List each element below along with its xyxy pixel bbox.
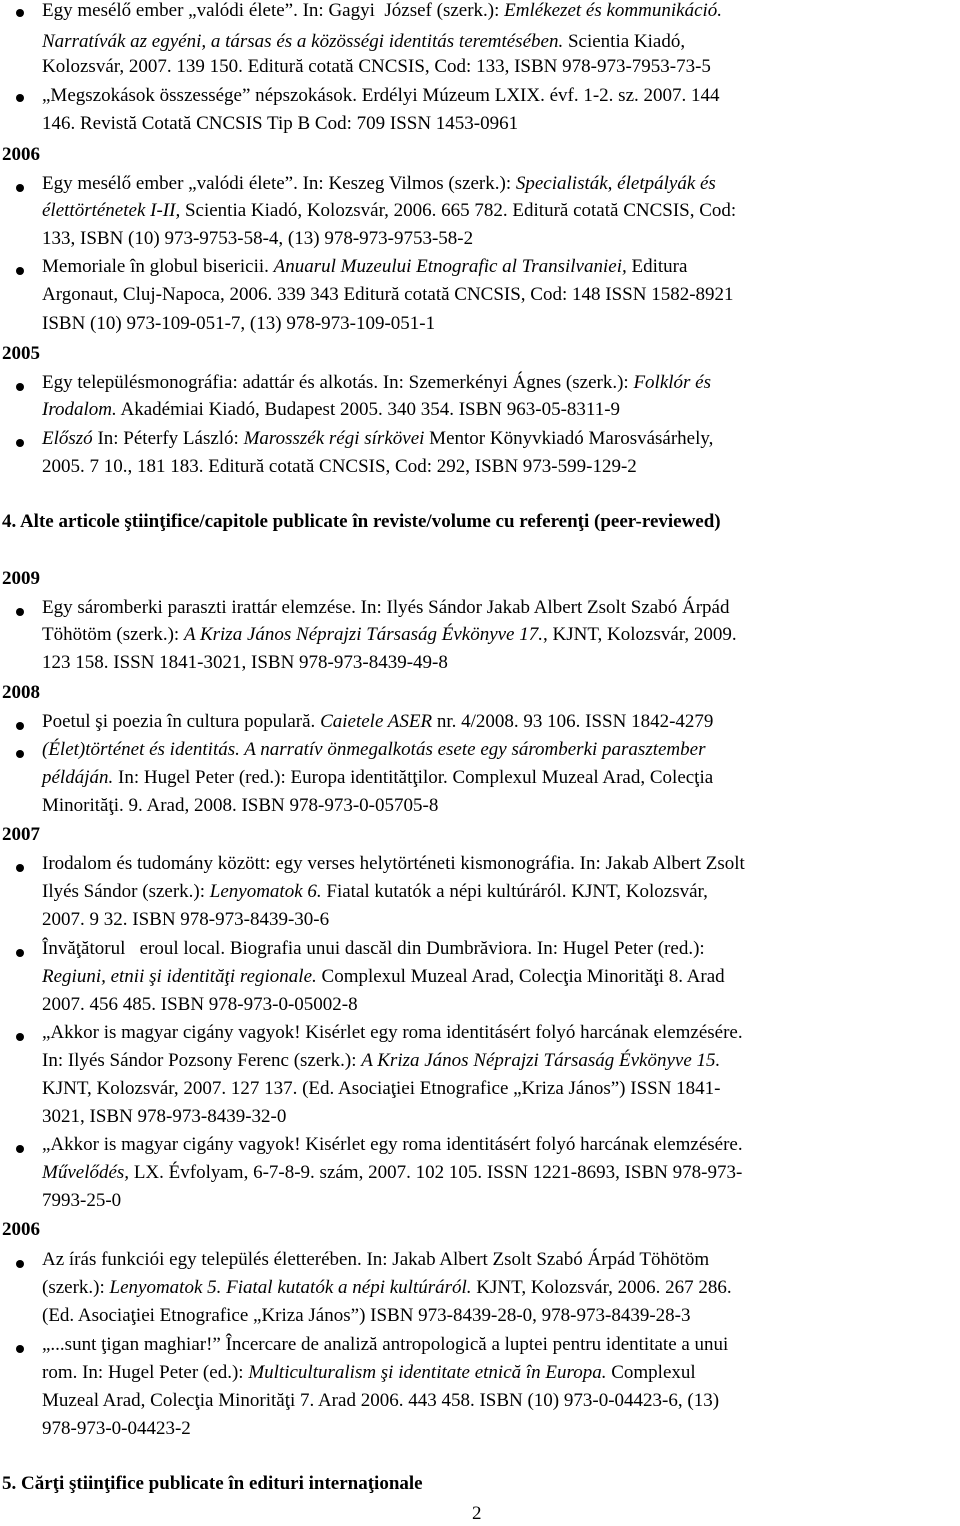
bullet-icon [16, 722, 24, 730]
text-line [42, 739, 705, 761]
text-line [42, 399, 620, 421]
text-run: 2005. 7 10., 181 183. Editură cotată CNCSIS, Cod: 292, ISBN 973-599-129-2 [42, 456, 637, 477]
italic-text: (Élet)történet és identitás. A narratív önmegalkotás esete egy sáromberki parasztember [42, 739, 706, 760]
text-run: In: Hugel Peter (red.): Europa identitătţilor. Complexul Muzeal Arad, Colecţia [113, 767, 714, 788]
text-line [42, 909, 329, 931]
text-line [42, 966, 725, 988]
text-run: 2007 [2, 824, 40, 845]
text-line [42, 1162, 742, 1184]
text-run: 133, ISBN (10) 973-9753-58-4, (13) 978-973-9753-58-2 [42, 228, 474, 249]
text-run: „Akkor is magyar cigány vagyok! Kisérlet egy roma identitásért folyó harcának elemzésére. [42, 1134, 743, 1155]
text-run: In: Péterfy László: [92, 428, 244, 449]
text-run: Complexul [606, 1362, 696, 1383]
text-run: Kolozsvár, 2007. 139 150. Editură cotată CNCSIS, Cod: 133, ISBN 978-973-7953-73-5 [42, 56, 711, 77]
page-number [472, 1503, 482, 1525]
bullet-icon [16, 383, 24, 391]
text-run: Învăţătorul eroul local. Biografia unui dascăl din Dumbrăviora. In: Hugel Peter (red.): [42, 938, 705, 959]
text-line [42, 1362, 696, 1384]
italic-text: Művelődés, [42, 1162, 130, 1183]
text-line [42, 428, 713, 450]
text-line [42, 711, 713, 733]
bullet-icon [16, 864, 24, 872]
text-line [42, 1050, 720, 1072]
text-run: 2007. 456 485. ISBN 978-973-0-05002-8 [42, 994, 358, 1015]
italic-text: élettörténetek I-II, [42, 200, 181, 221]
bullet-icon [16, 750, 24, 758]
italic-text: Irodalom. [42, 399, 117, 420]
text-run: Editura [626, 256, 688, 277]
text-line [42, 1390, 719, 1412]
text-run: 2005 [2, 343, 40, 364]
italic-text: Caietele ASER [320, 711, 433, 732]
bullet-icon [16, 439, 24, 447]
text-run: (szerk.): [42, 1277, 110, 1298]
text-run: rom. In: Hugel Peter (ed.): [42, 1362, 249, 1383]
year-heading [2, 144, 40, 166]
text-run: 2008 [2, 682, 40, 703]
bullet-icon [16, 267, 24, 275]
text-run: , KJNT, Kolozsvár, 2009. [543, 624, 737, 645]
text-run: 2006 [2, 1219, 40, 1240]
text-run: Muzeal Arad, Colecţia Minorităţi 7. Arad 2006. 443 458. ISBN (10) 973-0-04423-6, (13) [42, 1390, 720, 1411]
text-run: Minorităţi. 9. Arad, 2008. ISBN 978-973-0-05705-8 [42, 795, 439, 816]
text-run: Egy sáromberki paraszti irattár elemzése. In: Ilyés Sándor Jakab Albert Zsolt Szabó Árpád [42, 597, 730, 618]
text-line [42, 1134, 743, 1156]
text-line [42, 795, 438, 817]
text-line [42, 624, 737, 646]
text-line [42, 1078, 721, 1100]
text-run: 2007. 9 32. ISBN 978-973-8439-30-6 [42, 909, 330, 930]
italic-text: A Kriza János Néprajzi Társaság Évkönyve 17. [183, 624, 543, 645]
text-run: Egy mesélő ember „valódi élete”. In: Keszeg Vilmos (szerk.): [42, 173, 516, 194]
italic-text: Folklór és [633, 372, 712, 393]
text-run: 2006 [2, 144, 40, 165]
year-heading [2, 343, 40, 365]
section-heading [2, 1473, 423, 1495]
italic-text: Emlékezet és kommunikáció. [504, 0, 723, 21]
text-run: nr. 4/2008. 93 106. ISSN 1842-4279 [432, 711, 714, 732]
text-run: 978-973-0-04423-2 [42, 1418, 191, 1439]
text-run: KJNT, Kolozsvár, 2007. 127 137. (Ed. Asociaţiei Etnografice „Kriza János”) ISSN 1841- [42, 1078, 721, 1099]
year-heading [2, 1219, 40, 1241]
text-run: „Megszokások összessége” népszokások. Erdélyi Múzeum LXIX. évf. 1-2. sz. 2007. 144 [42, 85, 720, 106]
text-line [42, 994, 358, 1016]
text-run: 2 [472, 1503, 482, 1524]
text-run: ISBN (10) 973-109-051-7, (13) 978-973-109-051-1 [42, 313, 436, 334]
bullet-icon [16, 1345, 24, 1353]
italic-text: Előszó [42, 428, 93, 449]
year-heading [2, 824, 40, 846]
section-heading [2, 511, 721, 533]
text-run: Irodalom és tudomány között: egy verses helytörténeti kismonográfia. In: Jakab Albert Zsolt [42, 853, 745, 874]
text-run: Scientia Kiadó, Kolozsvár, 2006. 665 782. Editură cotată CNCSIS, Cod: [180, 200, 737, 221]
text-run: Egy mesélő ember „valódi élete”. In: Gagyi József (szerk.): [42, 0, 505, 21]
italic-text: Regiuni, etnii şi identităţi regionale. [42, 966, 317, 987]
text-run: 5. Cărţi ştiinţifice publicate în edituri internaţionale [2, 1473, 423, 1494]
italic-text: példáján. [42, 767, 114, 788]
bullet-icon [16, 1033, 24, 1041]
bullet-icon [16, 184, 24, 192]
text-line [42, 0, 722, 22]
italic-text: Marosszék régi sírkövei [243, 428, 425, 449]
text-line [42, 313, 435, 335]
text-line [42, 1418, 191, 1440]
italic-text: Narratívák az egyéni, a társas és a közösségi identitás teremtésében. [42, 31, 564, 52]
text-line [42, 256, 687, 278]
text-line [42, 1277, 732, 1299]
text-line [42, 1305, 690, 1327]
text-run: „...sunt ţigan maghiar!” Încercare de analiză antropologică a luptei pentru identitate a unui [42, 1334, 729, 1355]
text-line [42, 228, 473, 250]
text-line [42, 652, 448, 674]
text-line [42, 1249, 709, 1271]
text-line [42, 56, 711, 78]
text-run: 146. Revistă Cotată CNCSIS Tip B Cod: 709 ISSN 1453-0961 [42, 113, 519, 134]
text-run: Scientia Kiadó, [563, 31, 686, 52]
italic-text: Lenyomatok 6. [209, 881, 322, 902]
text-line [42, 113, 518, 135]
text-line [42, 1190, 121, 1212]
text-run: „Akkor is magyar cigány vagyok! Kisérlet egy roma identitásért folyó harcának elemzésére. [42, 1022, 743, 1043]
text-line [42, 1334, 728, 1356]
text-run: 123 158. ISSN 1841-3021, ISBN 978-973-8439-49-8 [42, 652, 448, 673]
text-run: 4. Alte articole ştiinţifice/capitole publicate în reviste/volume cu referenţi (peer-reviewed) [2, 511, 721, 532]
text-run: Mentor Könyvkiadó Marosvásárhely, [424, 428, 714, 449]
italic-text: Lenyomatok 5. Fiatal kutatók a népi kultúráról. [109, 1277, 472, 1298]
bullet-icon [16, 1260, 24, 1268]
text-line [42, 881, 708, 903]
text-line [42, 31, 685, 53]
text-run: 3021, ISBN 978-973-8439-32-0 [42, 1106, 287, 1127]
text-run: Egy településmonográfia: adattár és alkotás. In: Szemerkényi Ágnes (szerk.): [42, 372, 634, 393]
italic-text: Specialisták, életpályák és [515, 173, 716, 194]
text-line [42, 200, 736, 222]
text-run: KJNT, Kolozsvár, 2006. 267 286. [471, 1277, 732, 1298]
text-line [42, 85, 720, 107]
text-run: 2009 [2, 568, 40, 589]
text-line [42, 1106, 286, 1128]
text-run: Complexul Muzeal Arad, Colecţia Minorităţi 8. Arad [316, 966, 725, 987]
text-run: Memoriale în globul bisericii. [42, 256, 274, 277]
italic-text: Multiculturalism şi identitate etnică în Europa. [248, 1362, 607, 1383]
text-line [42, 597, 729, 619]
bullet-icon [16, 608, 24, 616]
text-run: In: Ilyés Sándor Pozsony Ferenc (szerk.): [42, 1050, 362, 1071]
text-run: Poetul şi poezia în cultura populară. [42, 711, 321, 732]
text-line [42, 938, 705, 960]
text-line [42, 853, 745, 875]
bullet-icon [16, 94, 24, 102]
text-run: (Ed. Asociaţiei Etnografice „Kriza János”) ISBN 973-8439-28-0, 978-973-8439-28-3 [42, 1305, 691, 1326]
bullet-icon [16, 9, 24, 17]
text-line [42, 173, 716, 195]
text-run: Akadémiai Kiadó, Budapest 2005. 340 354. ISBN 963-05-8311-9 [116, 399, 621, 420]
text-run: Ilyés Sándor (szerk.): [42, 881, 210, 902]
bullet-icon [16, 949, 24, 957]
text-run: Fiatal kutatók a népi kultúráról. KJNT, Kolozsvár, [321, 881, 708, 902]
year-heading [2, 568, 40, 590]
text-line [42, 1022, 743, 1044]
text-line [42, 456, 637, 478]
bullet-icon [16, 1145, 24, 1153]
text-run: LX. Évfolyam, 6-7-8-9. szám, 2007. 102 105. ISSN 1221-8693, ISBN 978-973- [129, 1162, 743, 1183]
text-run: Az írás funkciói egy település életterében. In: Jakab Albert Zsolt Szabó Árpád Töhötöm [42, 1249, 710, 1270]
text-line [42, 372, 711, 394]
text-run: Töhötöm (szerk.): [42, 624, 184, 645]
text-run: 7993-25-0 [42, 1190, 122, 1211]
year-heading [2, 682, 40, 704]
text-line [42, 284, 734, 306]
text-run: Argonaut, Cluj-Napoca, 2006. 339 343 Editură cotată CNCSIS, Cod: 148 ISSN 1582-8921 [42, 284, 734, 305]
italic-text: A Kriza János Néprajzi Társaság Évkönyve 15. [361, 1050, 721, 1071]
italic-text: Anuarul Muzeului Etnografic al Transilvaniei, [273, 256, 627, 277]
text-line [42, 767, 713, 789]
